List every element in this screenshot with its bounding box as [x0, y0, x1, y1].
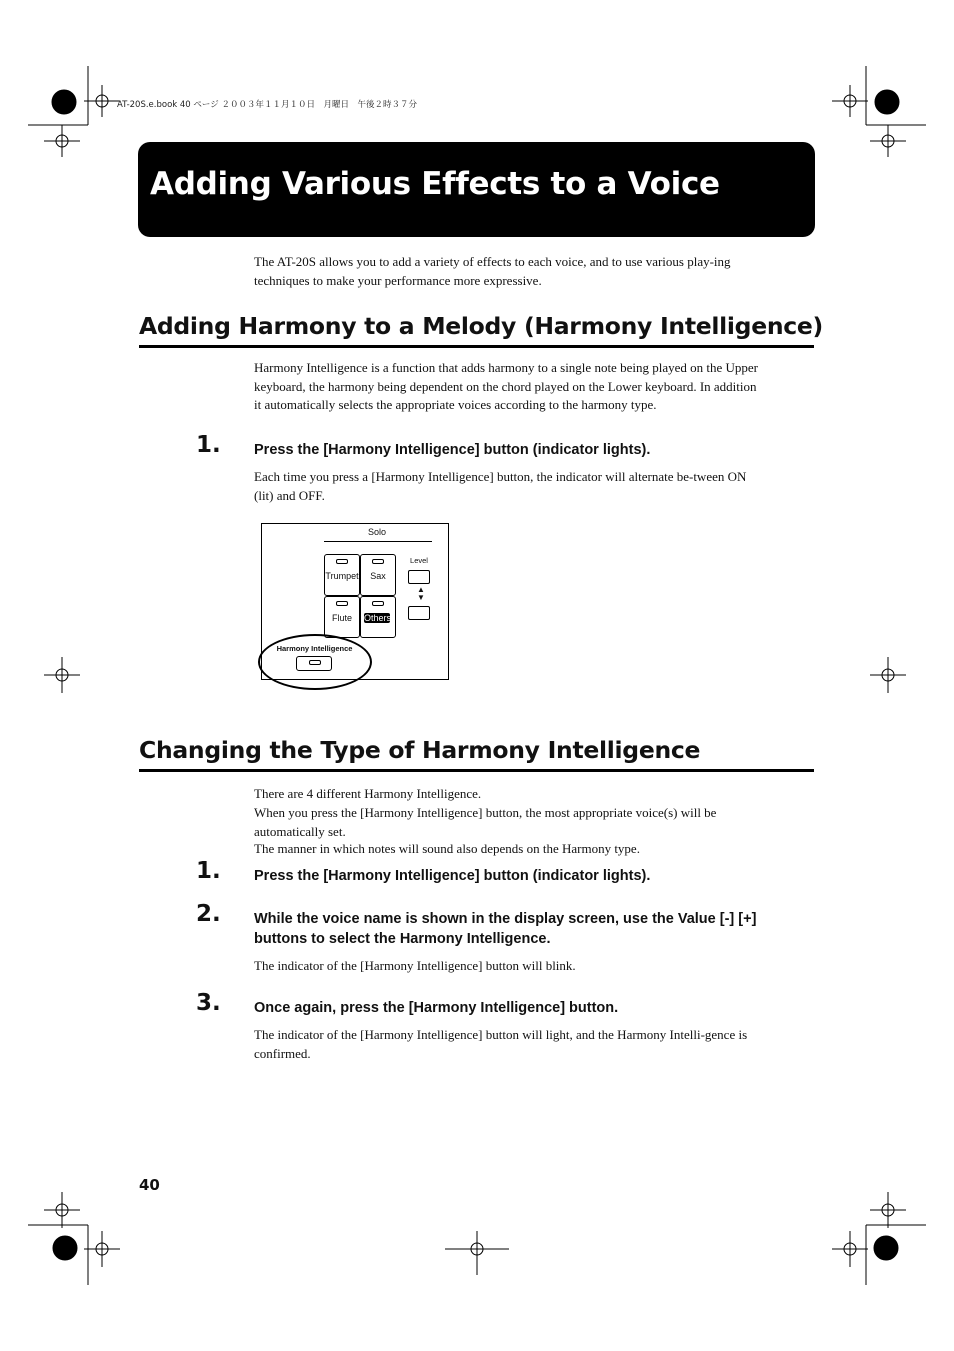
section2-paragraph-1: There are 4 different Harmony Intelligence. [254, 786, 482, 801]
page-number: 40 [139, 1176, 160, 1194]
indicator-icon [372, 559, 384, 564]
file-header-meta: AT-20S.e.book 40 ページ ２００３年１１月１０日 月曜日 午後２時３７分 [117, 100, 417, 110]
solo-label: Solo [367, 527, 386, 537]
step-note: Each time you press a [Harmony Intelligence] button, the indicator will alternate be-tween ON (lit) and OFF. [254, 469, 747, 503]
step-note: The indicator of the [Harmony Intelligence] button will light, and the Harmony Intelli-gence is confirmed. [254, 1027, 748, 1061]
page-title: Adding Various Effects to a Voice [150, 166, 720, 202]
section-heading-changing-type: Changing the Type of Harmony Intelligence [139, 736, 814, 772]
page-title-bar [138, 142, 815, 237]
step-number: 1. [196, 858, 221, 884]
solo-divider [324, 541, 432, 542]
button-label: Trumpet [325, 571, 359, 581]
harmony-intelligence-button[interactable] [296, 656, 332, 671]
section-heading-harmony: Adding Harmony to a Melody (Harmony Intelligence) [139, 312, 814, 348]
step-instruction: While the voice name is shown in the display screen, use the Value [-] [+] buttons to select the Harmony Intelligence. [254, 911, 757, 947]
level-up-button[interactable] [408, 570, 430, 584]
section2-paragraph-3: The manner in which notes will sound also depends on the Harmony type. [254, 841, 640, 856]
harmony-intelligence-label: Harmony Intelligence [276, 644, 353, 653]
indicator-icon [309, 660, 321, 665]
step-number: 3. [196, 990, 221, 1016]
intro-paragraph: The AT-20S allows you to add a variety of effects to each voice, and to use various play-ing techniques to make your performance more expressive. [254, 254, 731, 288]
step-instruction: Once again, press the [Harmony Intelligence] button. [254, 1000, 619, 1016]
button-label: Sax [370, 571, 386, 581]
button-label: Flute [331, 613, 352, 623]
section2-paragraph-2: When you press the [Harmony Intelligence] button, the most appropriate voice(s) will be automatically set. [254, 805, 717, 839]
section1-paragraph: Harmony Intelligence is a function that adds harmony to a single note being played on the Upper keyboard, the harmony being dependent on the chord played on the Lower keyboard. In addition it automatically selects the appropriate voices according to the harmony type. [254, 360, 758, 412]
button-label: Others [364, 613, 392, 623]
voice-button-sax[interactable] [360, 554, 396, 596]
level-down-button[interactable] [408, 606, 430, 620]
indicator-icon [336, 559, 348, 564]
voice-button-flute[interactable] [324, 596, 360, 638]
step-instruction: Press the [Harmony Intelligence] button (indicator lights). [254, 868, 651, 884]
step-instruction: Press the [Harmony Intelligence] button (indicator lights). [254, 442, 651, 458]
step-number: 1. [196, 432, 221, 458]
step-number: 2. [196, 901, 221, 927]
voice-button-trumpet[interactable] [324, 554, 360, 596]
panel-illustration [261, 523, 449, 680]
indicator-icon [336, 601, 348, 606]
indicator-icon [372, 601, 384, 606]
step-note: The indicator of the [Harmony Intelligence] button will blink. [254, 958, 576, 973]
voice-button-others[interactable] [360, 596, 396, 638]
arrow-up-down-icon: ▲ ▼ [417, 585, 425, 602]
level-label: Level [410, 556, 428, 565]
